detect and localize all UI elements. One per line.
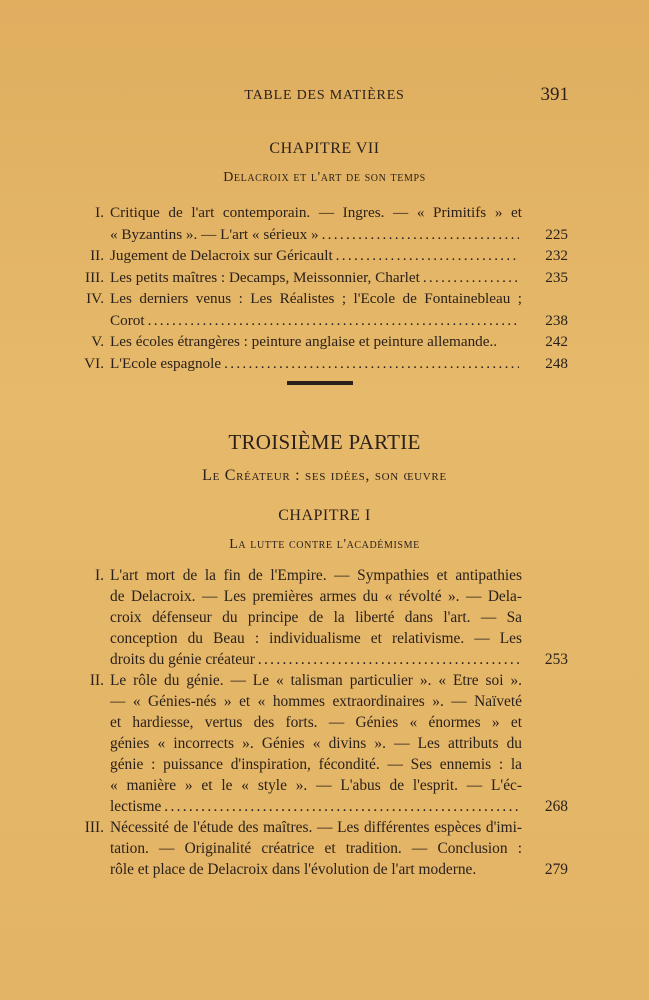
entry-page: 279 [544,861,568,878]
entry-number: I. [95,567,104,584]
entry-text: « manière » et le « style ». — L'abus de l'esprit. — L'éc- [110,777,522,794]
part-subtitle: Le Créateur : ses idées, son œuvre [202,467,447,484]
toc-entry [78,565,568,670]
dot-leader [224,353,519,375]
entry-page: 253 [544,651,568,668]
entry-page: 242 [545,333,568,350]
entry-text: de Delacroix. — Les premières armes du « révolté ». — Dela- [110,588,522,605]
entry-text: droits du génie créateur [110,651,255,668]
dot-leader [164,796,519,817]
chapter-7-toc [78,202,568,374]
entry-text: tation. — Originalité créatrice et tradition. — Conclusion : [110,840,522,857]
entry-page: 248 [545,354,568,372]
entry-text: génies « incorrects ». Génies « divins ». — Les attributs du [110,735,522,752]
chapter-1-toc [78,565,568,880]
entry-text: Corot [110,311,145,329]
toc-entry [78,817,568,880]
entry-number: III. [85,268,104,286]
entry-page: 225 [545,225,568,243]
entry-text: rôle et place de Delacroix dans l'évolution de l'art moderne. [110,861,477,878]
section-divider [287,381,353,385]
entry-page: 235 [545,268,568,286]
toc-entry [78,670,568,817]
entry-text: « Byzantins ». — L'art « sérieux » [110,225,319,243]
part-title: TROISIÈME PARTIE [228,430,421,454]
entry-text: conception du Beau : individualisme et relativisme. — Les [110,630,522,647]
entry-text: L'Ecole espagnole [110,354,222,372]
toc-entry [78,267,568,289]
dot-leader [148,310,519,332]
entry-text: Nécessité de l'étude des maîtres. — Les différentes espèces d'imi- [110,819,522,836]
entry-number: V. [91,333,104,350]
toc-entry [78,288,568,331]
chapter-7-subtitle: Delacroix et l'art de son temps [223,170,426,185]
entry-text: génie : puissance d'inspiration, fécondité. — Ses ennemis : la [110,756,522,773]
toc-entry [78,331,568,353]
entry-number: II. [90,247,104,264]
entry-page: 268 [544,798,568,815]
entry-text: et hardiesse, vertus des forts. — Génies « énormes » et [110,714,522,731]
chapter-1-title: CHAPITRE I [278,507,371,524]
entry-text: Jugement de Delacroix sur Géricault [110,247,333,264]
entry-text: lectisme [110,798,162,815]
entry-number: IV. [86,290,104,307]
running-head [80,84,569,108]
dot-leader [322,224,519,246]
dot-leader [336,245,519,267]
entry-page: 232 [545,247,568,264]
entry-text: Les écoles étrangères : peinture anglaise et peinture allemande.. [110,333,498,350]
entry-number: II. [89,672,104,689]
entry-page: 238 [545,311,568,329]
entry-text: — « Génies-nés » et « hommes extraordinaires ». — Naïveté [110,693,522,710]
running-title: TABLE DES MATIÈRES [244,88,405,103]
page-number: 391 [540,84,569,105]
dot-leader [423,267,519,289]
chapter-7-title: CHAPITRE VII [269,140,380,157]
entry-text: Les derniers venus : Les Réalistes ; l'Ecole de Fontainebleau ; [110,290,522,307]
entry-text: Les petits maîtres : Decamps, Meissonnier, Charlet [110,268,420,286]
chapter-1-subtitle: La lutte contre l'académisme [229,537,420,552]
entry-number: III. [84,819,104,836]
entry-text: croix défenseur du principe de la liberté dans l'art. — Sa [110,609,522,626]
entry-text: L'art mort de la fin de l'Empire. — Sympathies et antipathies [110,567,522,584]
toc-entry [78,245,568,267]
toc-entry [78,202,568,245]
entry-number: VI. [84,354,104,372]
entry-number: I. [95,204,104,221]
toc-entry [78,353,568,375]
dot-leader [258,649,519,670]
entry-text: Critique de l'art contemporain. — Ingres. — « Primitifs » et [110,204,522,221]
entry-text: Le rôle du génie. — Le « talisman particulier ». « Etre soi ». [110,672,522,689]
